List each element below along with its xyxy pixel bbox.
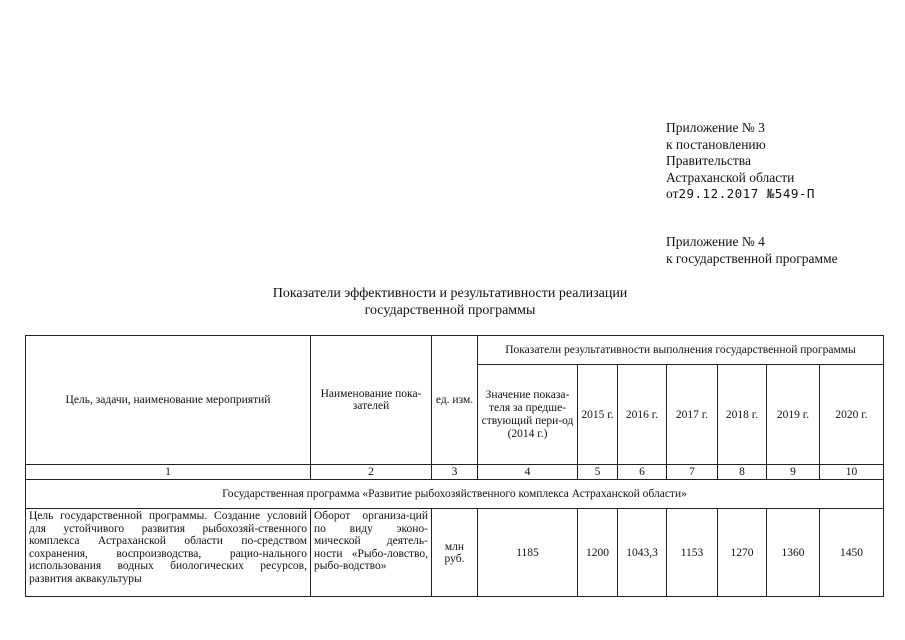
header-indicator: Наименование пока-зателей [311, 336, 432, 465]
row-value: 1200 [578, 509, 618, 597]
appendix-4-line: к государственной программе [666, 250, 838, 266]
column-number: 9 [767, 465, 820, 480]
column-number: 6 [618, 465, 667, 480]
decree-date-number: 29.12.2017 №549-П [678, 186, 815, 201]
document-title [230, 285, 670, 319]
header-year: 2015 г. [578, 365, 618, 465]
header-prev-value: Значение показа-теля за предше-ствующий пери-од (2014 г.) [478, 365, 578, 465]
program-row: Государственная программа «Развитие рыбохозяйственного комплекса Астраханской области» [26, 480, 884, 509]
row-value: 1153 [667, 509, 718, 597]
column-number: 4 [478, 465, 578, 480]
header-group: Показатели результативности выполнения государственной программы [478, 336, 884, 365]
row-goal: Цель государственной программы. Создание условий для устойчивого развития рыбохозяй-ственного комплекса Астраханской области по-средством сохранения, воспроизводства, рацио-нального использования водных биологических ресурсов, развития аквакультуры [26, 509, 311, 597]
appendix-3-line: Астраханской области [666, 169, 795, 185]
column-number: 8 [718, 465, 767, 480]
header-goal: Цель, задачи, наименование мероприятий [26, 336, 311, 465]
row-value: 1270 [718, 509, 767, 597]
appendix-3-block [666, 120, 815, 203]
header-year: 2016 г. [618, 365, 667, 465]
row-indicator: Оборот организа-ций по виду эконо-мической деятель-ности «Рыбо-ловство, рыбо-водство» [311, 509, 432, 597]
appendix-3-date-line [666, 186, 815, 203]
appendix-3-line: Правительства [666, 153, 751, 168]
appendix-4-block [666, 234, 838, 267]
header-unit: ед. изм. [432, 336, 478, 465]
row-value: 1360 [767, 509, 820, 597]
date-prefix: от [666, 186, 679, 201]
row-unit: млн руб. [432, 509, 478, 597]
row-value: 1043,3 [618, 509, 667, 597]
column-number: 7 [667, 465, 718, 480]
row-prev-value: 1185 [478, 509, 578, 597]
table-row [26, 509, 884, 597]
column-number: 3 [432, 465, 478, 480]
indicators-table [25, 335, 884, 597]
header-year: 2017 г. [667, 365, 718, 465]
header-year: 2019 г. [767, 365, 820, 465]
column-number: 10 [820, 465, 884, 480]
column-number: 2 [311, 465, 432, 480]
appendix-3-title: Приложение № 3 [666, 120, 765, 135]
column-number: 1 [26, 465, 311, 480]
header-year: 2018 г. [718, 365, 767, 465]
appendix-3-line: к постановлению [666, 136, 766, 152]
column-number: 5 [578, 465, 618, 480]
title-line-1: Показатели эффективности и результативности реализации [272, 286, 628, 301]
title-line-2: государственной программы [364, 303, 536, 318]
appendix-4-title: Приложение № 4 [666, 234, 765, 249]
row-value: 1450 [820, 509, 884, 597]
header-year: 2020 г. [820, 365, 884, 465]
